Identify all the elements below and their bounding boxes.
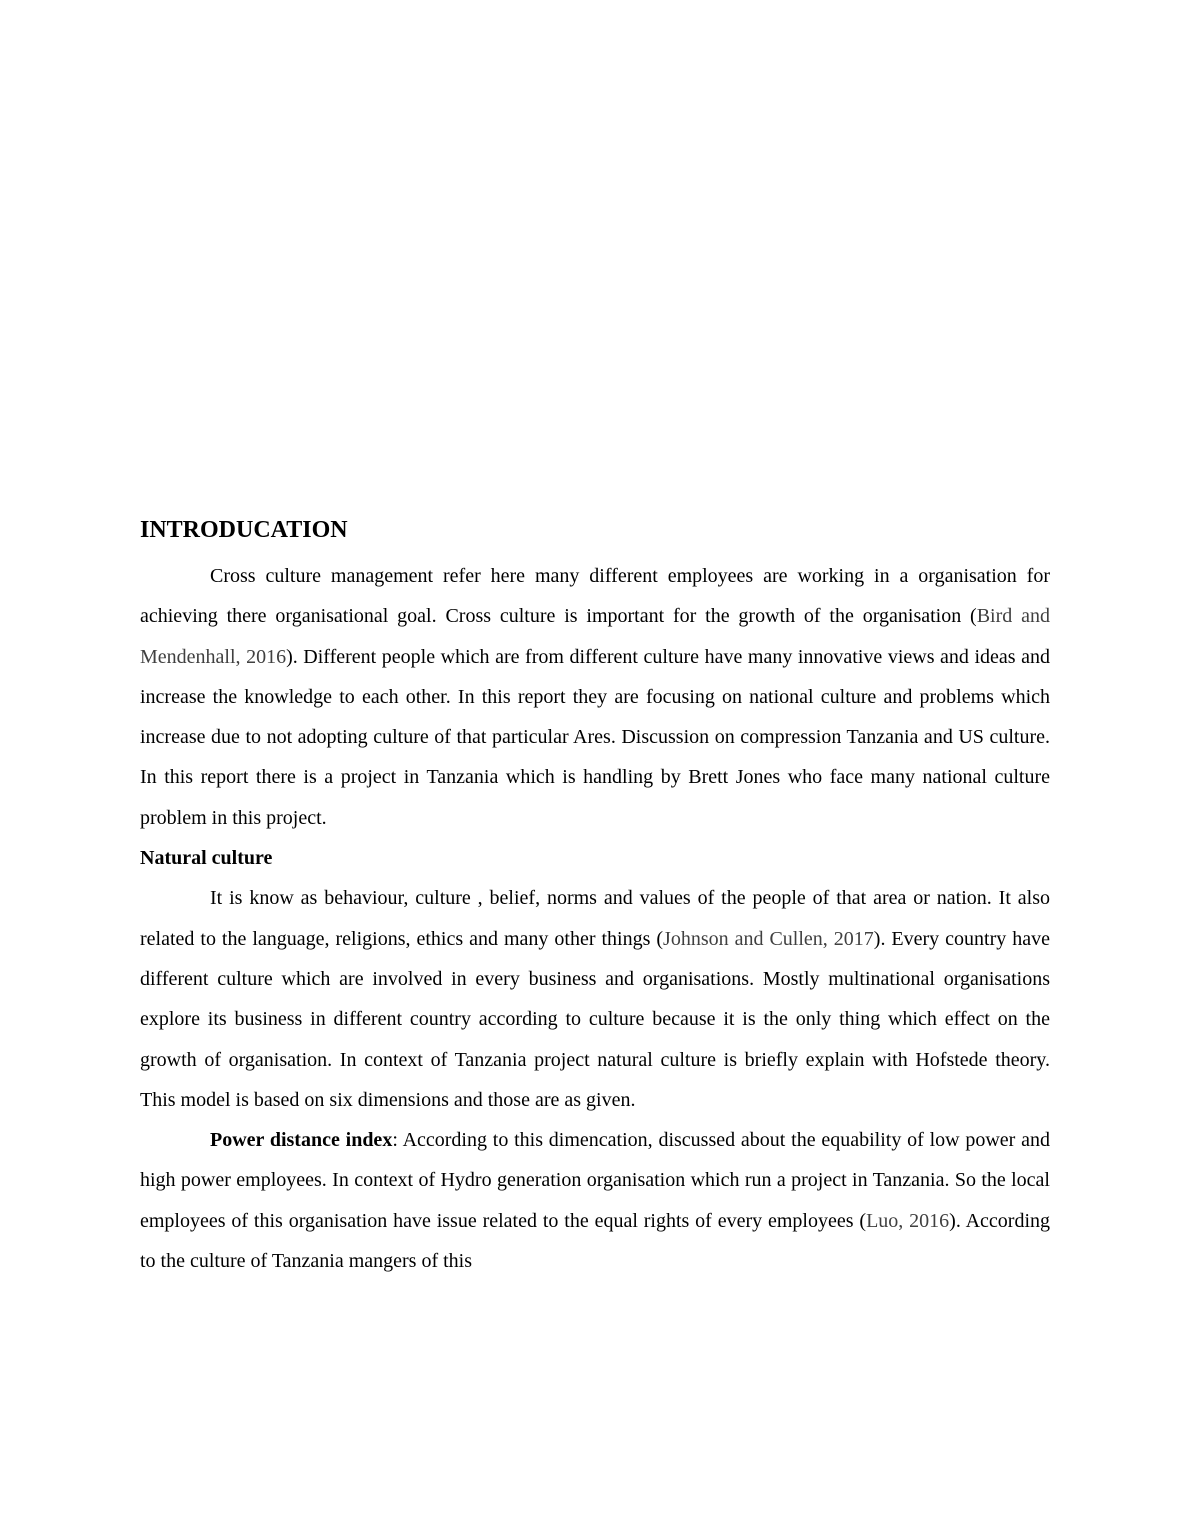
- section-heading-introduction: INTRODUCATION: [140, 517, 348, 543]
- intro-text-2: ). Different people which are from different culture have many innovative views and ideas and increase the knowledge to each other. In this report they are focusing on national culture and problems which increase due to not adopting culture of that particular Ares. Discussion on compression Tanzania and US culture. In this report there is a project in Tanzania which is handling by Brett Jones who face many national culture problem in this project.: [140, 645, 1051, 829]
- power-text-2: ). According to the culture of Tanzania mangers of this: [140, 1209, 1050, 1273]
- natural-text-2: ). Every country have different culture which are involved in every business and organisations. Mostly multinational organisations explore its business in different country according to culture because it is the only thing which effect on the growth of organisation. In context of Tanzania project natural culture is briefly explain with Hofstede theory. This model is based on six dimensions and those are as given.: [140, 927, 1050, 1111]
- intro-paragraph: [140, 556, 1050, 838]
- power-text-1: : According to this dimencation, discussed about the equability of low power and high power employees. In context of Hydro generation organisation which run a project in Tanzania. So the local employees of this organisation have issue related to the equal rights of every employees (: [140, 1129, 1051, 1232]
- natural-culture-paragraph: [140, 878, 1050, 1120]
- citation-luo: Luo, 2016: [866, 1209, 950, 1232]
- citation-johnson-cullen: Johnson and Cullen, 2017: [663, 927, 874, 950]
- citation-bird-mendenhall: Bird and Mendenhall, 2016: [140, 605, 1050, 668]
- natural-text-1: It is know as behaviour, culture , belief, norms and values of the people of that area or nation. It also related to the language, religions, ethics and many other things (: [140, 887, 1050, 950]
- intro-text-1: Cross culture management refer here many different employees are working in a organisation for achieving there organisational goal. Cross culture is important for the growth of the organisation (: [140, 565, 1050, 628]
- subheading-natural-culture: Natural culture: [140, 847, 273, 870]
- document-body: [140, 512, 1050, 1281]
- power-distance-term: Power distance index: [210, 1129, 393, 1152]
- power-distance-paragraph: [140, 1120, 1050, 1281]
